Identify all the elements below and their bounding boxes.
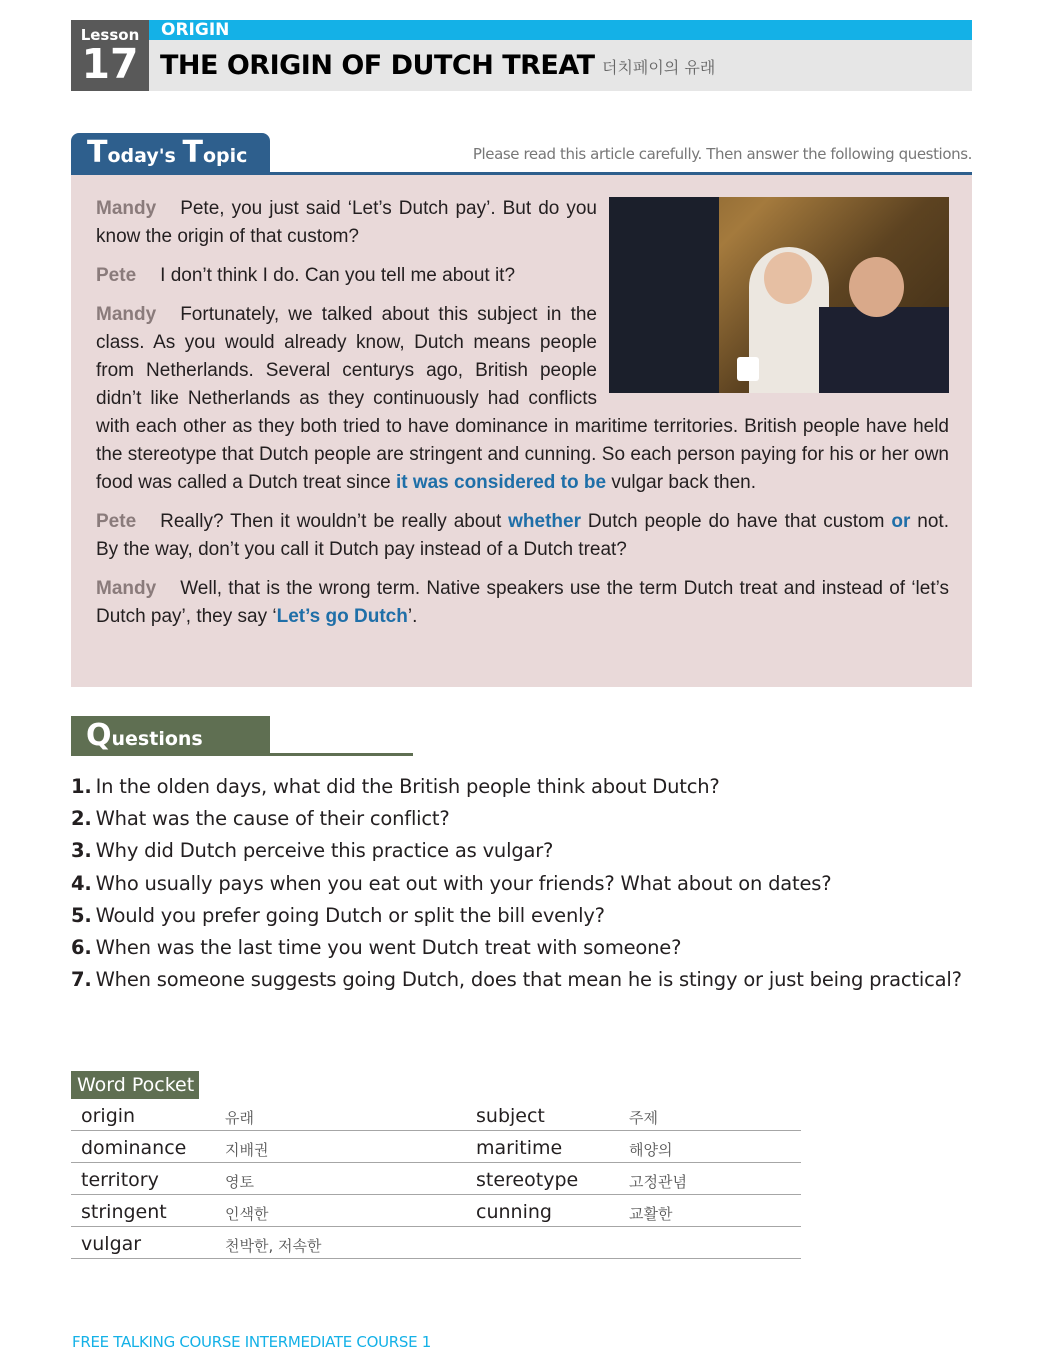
- word-english: maritime: [476, 1137, 563, 1159]
- word-english: cunning: [476, 1201, 552, 1223]
- question-item: 1. In the olden days, what did the British people think about Dutch?: [71, 775, 720, 798]
- footer-course-title: FREE TALKING COURSE INTERMEDIATE COURSE 1: [72, 1333, 432, 1351]
- todays-topic-tab: [71, 133, 270, 173]
- article-panel: [71, 175, 972, 687]
- lesson-badge: [71, 20, 149, 91]
- dialogue-line: Mandy Pete, you just said ‘Let’s Dutch pay’. But do you know the origin of that custom?: [96, 198, 597, 247]
- highlight-phrase: or: [891, 511, 911, 532]
- speaker-name: Mandy: [96, 198, 157, 219]
- question-item: 6. When was the last time you went Dutch treat with someone?: [71, 936, 682, 960]
- questions-label: Questions: [86, 718, 203, 753]
- word-korean: 천박한, 저속한: [225, 1237, 322, 1255]
- word-korean: 해양의: [629, 1141, 673, 1159]
- lesson-label: Lesson: [80, 26, 140, 44]
- highlight-phrase: Let’s go Dutch: [276, 606, 408, 627]
- word-korean: 지배권: [225, 1141, 269, 1159]
- question-item: 4. Who usually pays when you eat out with your friends? What about on dates?: [71, 871, 832, 895]
- word-pocket-table: [71, 1099, 801, 1259]
- word-korean: 주제: [629, 1109, 658, 1127]
- word-english: territory: [81, 1169, 159, 1191]
- dialogue-line: Mandy Well, that is the wrong term. Native speakers use the term Dutch treat and instead of ‘let’s Dutch pay’, they say ‘Let’s go Dutch’.: [96, 578, 949, 627]
- question-item: 3. Why did Dutch perceive this practice as vulgar?: [71, 839, 554, 863]
- word-korean: 교활한: [629, 1205, 673, 1223]
- title-bar: [149, 40, 972, 91]
- word-english: dominance: [81, 1137, 187, 1159]
- speaker-name: Mandy: [96, 578, 157, 599]
- word-english: origin: [81, 1105, 136, 1127]
- table-row: [71, 1099, 801, 1131]
- question-item: 5. Would you prefer going Dutch or split the bill evenly?: [71, 903, 605, 927]
- question-item: 7. When someone suggests going Dutch, does that mean he is stingy or just being practical?: [71, 968, 962, 992]
- lesson-number: 17: [81, 40, 139, 88]
- speaker-name: Mandy: [96, 304, 157, 325]
- table-row: [71, 1131, 801, 1163]
- word-english: subject: [476, 1105, 545, 1127]
- word-korean: 유래: [225, 1109, 254, 1127]
- question-list: [71, 771, 971, 996]
- questions-tab: [71, 716, 270, 755]
- table-row: [71, 1163, 801, 1195]
- todays-topic-label: Today's Topic: [87, 135, 248, 170]
- page-title: THE ORIGIN OF DUTCH TREAT: [160, 50, 595, 81]
- page-title-korean: 더치페이의 유래: [602, 58, 716, 77]
- instruction-text: Please read this article carefully. Then answer the following questions.: [472, 145, 972, 163]
- word-english: stringent: [81, 1201, 167, 1223]
- category-bar: [149, 20, 972, 40]
- question-item: 2. What was the cause of their conflict?: [71, 807, 450, 831]
- table-row: [71, 1227, 801, 1259]
- speaker-name: Pete: [96, 511, 137, 532]
- word-korean: 인색한: [225, 1205, 269, 1223]
- dialogue-line: Pete I don’t think I do. Can you tell me about it?: [96, 265, 516, 286]
- highlight-phrase: it was considered to be: [395, 472, 607, 493]
- dialogue-line: Mandy Fortunately, we talked about this subject in the class. As you would already know, Dutch means people from Netherlands. Several centurys ago, British people didn’t like Netherlands as they continuously had conflicts with each other as they both tried to have dominance in maritime territories. British people have held the stereotype that Dutch people are stringent and cunning. So each person paying for his or her own food was called a Dutch treat since it was considered to be vulgar back then.: [96, 304, 949, 493]
- word-english: vulgar: [81, 1233, 142, 1255]
- dialogue-line: Pete Really? Then it wouldn’t be really about whether Dutch people do have that custom or not. By the way, don’t you call it Dutch pay instead of a Dutch treat?: [96, 511, 949, 560]
- speaker-name: Pete: [96, 265, 137, 286]
- word-pocket-label: Word Pocket: [71, 1071, 199, 1099]
- word-korean: 고정관념: [629, 1173, 687, 1191]
- highlight-phrase: whether: [508, 511, 582, 532]
- word-english: stereotype: [476, 1169, 579, 1191]
- questions-divider: [71, 753, 413, 756]
- table-row: [71, 1195, 801, 1227]
- article-dialogue: [96, 195, 949, 642]
- category-label: ORIGIN: [161, 20, 230, 40]
- word-korean: 영토: [225, 1173, 254, 1191]
- article-photo: [609, 197, 949, 393]
